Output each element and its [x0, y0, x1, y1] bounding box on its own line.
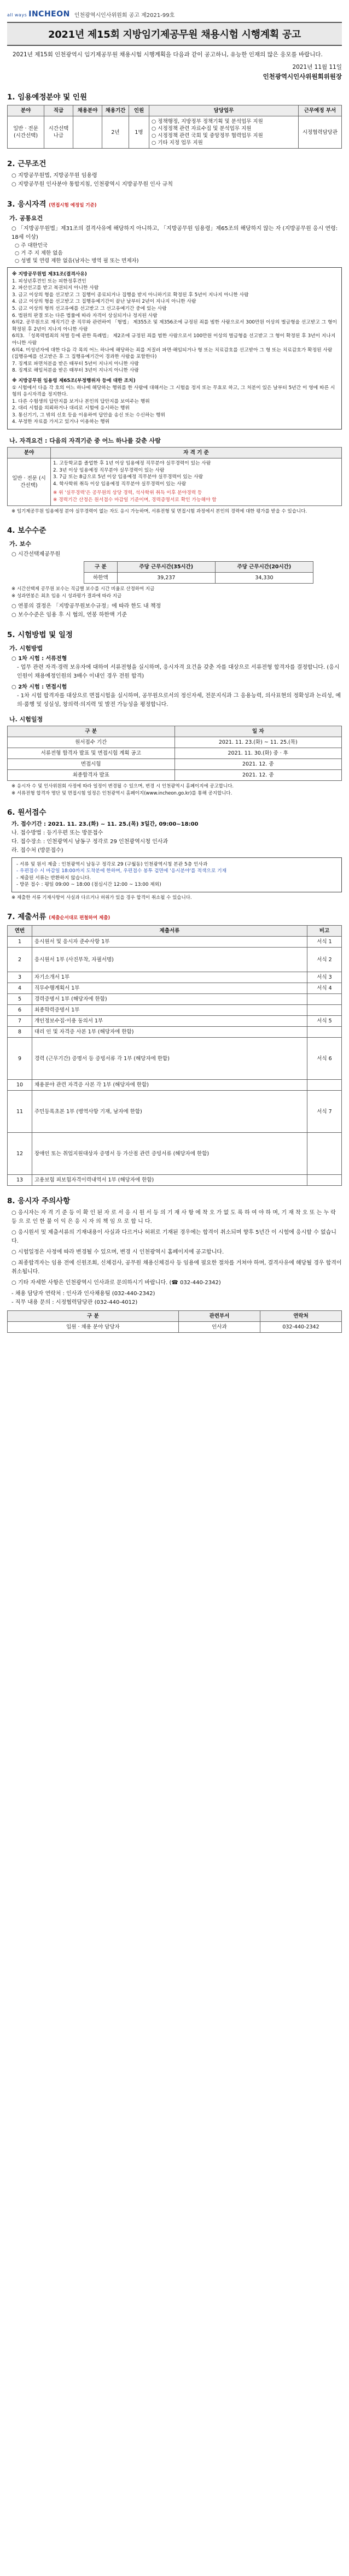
s5-step1: ○ 1차 시험 : 서류전형 — [11, 655, 67, 662]
th-duties: 담당업무 — [149, 105, 299, 116]
list-item: ○ 거 주 지 제한 없음 — [15, 250, 63, 256]
table-row: 11 주민등록초본 1부 (병역사항 기재, 남자에 한함) 서식 7 — [8, 1091, 342, 1133]
th-35h: 주당 근무시간(35시간) — [117, 561, 215, 572]
cell-field: 일반 · 전문 (시간선택) — [8, 116, 44, 149]
table-row: 입원 · 채용 분야 담당자 인사과 032-440-2342 — [8, 1322, 342, 1333]
th-no: 연번 — [8, 926, 32, 937]
th-category: 구 분 — [84, 561, 118, 572]
qualification-table — [7, 447, 342, 506]
table-row: 4 직무수행계획서 1부 서식 4 — [8, 983, 342, 994]
s5-step2-text: - 1차 시험 합격자를 대상으로 면접시험을 실시하며, 공무원으로서의 정신자세, 전문지식과 그 응용능력, 의사표현의 정확성과 논리성, 예의·품행 및 성실성, 창의력·의지력 및 발전 가능성을 평정합니다. — [17, 692, 341, 708]
section-5-title: 5. 시험방법 및 일정 — [7, 630, 73, 639]
submission-info-box: - 서류 및 원서 제출 : 인천광역시 남동구 정각로 29 (구월동) 인천광역시청 본관 5층 인사과 - 우편접수 시 마감일 18:00까지 도착분에 한하며, 우편접수 봉투 겉면에 '응시분야'를 적색으로 기재 - 제출된 서류는 반환하지 않습니다. - 방문 접수 : 평일 09:00 ~ 18:00 (점심시간 12:00 ~ 13:00 제외) — [11, 857, 342, 892]
table-row — [8, 458, 342, 506]
salary-table — [84, 561, 313, 584]
section-6-title: 6. 원서접수 — [7, 808, 46, 817]
s5-note: ※ 응시자 수 및 인사위원회 사정에 따라 일정이 변경될 수 있으며, 변경 시 인천광역시 홈페이지에 공고합니다. — [11, 783, 234, 789]
s8-contact: - 직무 내용 문의 : 시정협력담당관 (032-440-4012) — [11, 1299, 138, 1305]
table-row: 원서접수 기간 2021. 11. 23.(화) ~ 11. 25.(목) — [8, 737, 342, 748]
announcement-page — [7, 0, 342, 1344]
table-row: 10 채용분야 관련 자격증 사본 각 1부 (해당자에 한함) — [8, 1080, 342, 1091]
th-20h: 주당 근무시간(20시간) — [215, 561, 313, 572]
cell-count: 1명 — [129, 116, 149, 149]
list-item: ○ 성별 및 연령 제한 없음(남자는 병역 필 또는 면제자) — [15, 258, 139, 264]
table-row: 2 응시원서 1부 (사진부착, 자필서명) 서식 2 — [8, 948, 342, 972]
table-row: 7 개인정보수집·이용 동의서 1부 서식 5 — [8, 1016, 342, 1027]
table-row: 6 최종학력증명서 1부 — [8, 1005, 342, 1016]
section-1-title: 1. 임용예정분야 및 인원 — [7, 93, 87, 102]
table-row: 1 응시원서 및 응시자 준수사항 1부 서식 1 — [8, 937, 342, 948]
section-8-title: 8. 응시자 주의사항 — [7, 1197, 71, 1205]
s4-item: ○ 시간선택제공무원 — [11, 551, 61, 557]
th-period: 채용기간 — [102, 105, 129, 116]
th-area: 채용분야 — [73, 105, 102, 116]
table-row: 5 경력증명서 1부 (해당자에 한함) — [8, 994, 342, 1005]
cell-grade: 시간선택 나급 — [44, 116, 73, 149]
schedule-table — [7, 726, 342, 781]
section-3-title: 3. 응시자격 (면접시험 예정일 기준) — [7, 200, 97, 209]
s6-line: 나. 접수방법 : 등기우편 또는 방문접수 — [11, 830, 103, 836]
th-remark: 비고 — [307, 926, 342, 937]
s8-item: ○ 최종합격자는 임용 전에 신원조회, 신체검사, 공무원 채용신체검사 등 임용에 필요한 절차를 거쳐야 하며, 결격사유에 해당될 경우 합격이 취소됩니다. — [11, 1260, 342, 1275]
th-field: 분야 — [8, 105, 44, 116]
table-row: 8 대리 인 및 자격증 사본 1부 (해당자에 한함) — [8, 1027, 342, 1038]
s3-sub2: 나. 자격요건 : 다음의 자격기준 중 어느 하나를 갖춘 사람 — [9, 437, 161, 445]
section-2-title: 2. 근무조건 — [7, 160, 46, 168]
table-row: 서류전형 합격자 발표 및 면접시험 계획 공고 2021. 11. 30.(화) 중 · 후 — [8, 748, 342, 758]
s6-note: ※ 제출한 서류 기재사항이 사실과 다르거나 허위가 있을 경우 합격이 취소될 수 있습니다. — [11, 895, 192, 901]
positions-table — [7, 105, 342, 149]
th-grade: 직급 — [44, 105, 73, 116]
th-criteria: 자 격 기 준 — [51, 448, 342, 458]
th-date: 일 자 — [174, 726, 342, 737]
announcement-date: 2021년 11월 11일 — [292, 64, 342, 70]
page-title: 2021년 제15회 지방임기제공무원 채용시험 시행계획 공고 — [7, 22, 342, 46]
table-row: 12 장애인 또는 취업지원대상자 증명서 등 가산점 관련 증빙서류 (해당자에 한함) — [8, 1133, 342, 1175]
cell-criteria: 1. 고등학교를 졸업한 후 1년 이상 임용예정 직무분야 실무경력이 있는 사람 2. 3년 이상 임용예정 직무분야 실무경력이 있는 사람 3. 7급 또는 8급으로 5년 이상 임용예정 직무분야 실무경력이 있는 사람 4. 학사학위 취득 이상 임용예정 직무분야 실무경력이 있는 사람 ※ 위 '실무경력'은 공무원의 상당 경력, 석사학위 취득 이후 분야경력 등 ※ 경력기간 산정은 원서접수 마감일 기준이며, 경력증명서로 확인 가능해야 함 — [51, 458, 342, 506]
table-row: 9 경력 (근무기간) 증명서 등 증빙서류 각 1부 (해당자에 한함) 서식 6 — [8, 1038, 342, 1080]
s5-note: ※ 서류전형 합격자 명단 및 면접시험 일정은 인천광역시 홈페이지(www.incheon.go.kr)를 통해 공지합니다. — [11, 790, 232, 796]
cell-field: 일반 · 전문 (시간선택) — [8, 458, 51, 506]
table-row: 하한액 39,237 34,330 — [84, 572, 313, 583]
th-contact: 연락처 — [260, 1311, 342, 1322]
s4-extra: ○ 연봉의 결정은 「지방공무원보수규정」에 따라 한도 내 책정 — [11, 603, 161, 609]
cell-period: 2년 — [102, 116, 129, 149]
table-row: 최종합격자 발표 2021. 12. 중 — [8, 769, 342, 780]
s3-remark: ※ 임기제공무원 임용예정 분야 실무경력이 없는 자도 응시 가능하며, 서류전형 및 면접시험 과정에서 본인의 경력에 대한 평가를 받을 수 있습니다. — [11, 508, 307, 514]
cell-dept: 시정협력담당관 — [299, 116, 342, 149]
s4-extra: ○ 보수수준은 임용 후 시 협의, 연봉 하한액 기준 — [11, 611, 127, 618]
th-field: 분야 — [8, 448, 51, 458]
intro-paragraph: 2021년 제15회 인천광역시 임기제공무원 채용시험 시행계획을 다음과 같이 공고하니, 유능한 인재의 많은 응모를 바랍니다. — [13, 51, 323, 58]
s5-sub1: 가. 시험방법 — [9, 644, 43, 652]
s5-step1-text: - 업무 관련 자격·경력 보유자에 대하여 서류전형을 실시하며, 응시자격 요건을 갖춘 자를 대상으로 서류전형 합격자를 결정합니다. (응시인원이 채용예정인원의 3배수 이내인 경우 전원 합격) — [17, 664, 340, 679]
th-category: 구 분 — [8, 1311, 179, 1322]
disqualification-note-box: ※ 지방공무원법 제31조(결격사유) 1. 피성년후견인 또는 피한정후견인 2. 파산선고를 받고 복권되지 아니한 사람 3. 금고 이상의 형을 선고받고 그 집행이 종료되거나 집행을 받지 아니하기로 확정된 후 5년이 지나지 아니한 사람 4. 금고 이상의 형을 선고받고 그 집행유예기간이 끝난 날부터 2년이 지나지 아니한 사람 5. 금고 이상의 형의 선고유예를 선고받고 그 선고유예기간 중에 있는 사람 6. 법원의 판결 또는 다른 법률에 따라 자격이 상실되거나 정지된 사람 6의2. 공무원으로 재직기간 중 직무와 관련하여 「형법」 제355조 및 제356조에 규정된 죄를 범한 사람으로서 300만원 이상의 벌금형을 선고받고 그 형이 확정된 후 2년이 지나지 아니한 사람 6의3. 「성폭력범죄의 처벌 등에 관한 특례법」 제2조에 규정된 죄를 범한 사람으로서 100만원 이상의 벌금형을 선고받고 그 형이 확정된 후 3년이 지나지 아니한 사람 6의4. 미성년자에 대한 다음 각 목의 어느 하나에 해당하는 죄를 저질러 파면·해임되거나 형 또는 치료감호를 선고받아 그 형 또는 치료감호가 확정된 사람(집행유예를 선고받은 후 그 집행유예기간이 경과한 사람을 포함한다) 7. 징계로 파면처분을 받은 때부터 5년이 지나지 아니한 사람 8. 징계로 해임처분을 받은 때부터 3년이 지나지 아니한 사람 ※ 지방공무원 임용령 제65조(부정행위자 등에 대한 조치) ① 시험에서 다음 각 호의 어느 하나에 해당하는 행위를 한 사람에 대해서는 그 시험을 정지 또는 무효로 하고, 그 처분이 있은 날부터 5년간 이 영에 따른 시험의 응시자격을 정지한다. 1. 다른 수험생의 답안지를 보거나 본인의 답안지를 보여주는 행위 2. 대리 시험을 의뢰하거나 대리로 시험에 응시하는 행위 3. 통신기기, 그 밖의 신호 등을 이용하여 답안을 송신 또는 수신하는 행위 4. 부정한 자료를 가지고 있거나 이용하는 행위 — [7, 267, 342, 430]
s2-line: ○ 지방공무원법, 지방공무원 임용령 — [11, 173, 97, 179]
header — [7, 4, 342, 19]
s6-line: 가. 접수기간 : 2021. 11. 23.(화) ~ 11. 25.(목) 3일간, 09:00~18:00 — [11, 821, 199, 827]
th-dept: 근무예정 부서 — [299, 105, 342, 116]
s8-contact: - 채용 담당자 연락처 : 인사과 인사채용팀 (032-440-2342) — [11, 1291, 155, 1297]
s8-item: ○ 시험일정은 사정에 따라 변경될 수 있으며, 변경 시 인천광역시 홈페이지에 공고합니다. — [11, 1249, 224, 1255]
table-row — [8, 116, 342, 149]
incheon-logo: all ways INCHEON — [7, 10, 70, 19]
s8-item: ○ 응시원서 및 제출서류의 기재내용이 사실과 다르거나 허위로 기재된 경우에는 합격이 취소되며 향후 5년간 이 시험에 응시할 수 없습니다. — [11, 1230, 336, 1244]
s3-sub1: 가. 공통요건 — [9, 215, 43, 222]
section-7-title: 7. 제출서류 (제출순서대로 편철하여 제출) — [7, 913, 110, 921]
s4-note: ※ 성과연봉은 최초 임용 시 성과평가 결과에 따라 지급 — [11, 593, 122, 599]
cell-area — [73, 116, 102, 149]
s8-item: ○ 응시자는 자 격 기 준 등 이 확 인 된 자 로 서 응 시 원 서 등 의 기 재 사 항 에 착 오 가 없 도 록 하 여 야 하 며, 기 재 착 오 또 는 누 락 등 으 로 인 한 불 이 익 은 응 시 자 의 책 임 으 로 합 니 다. — [11, 1210, 336, 1225]
table-row: 면접시험 2021. 12. 중 — [8, 758, 342, 769]
s6-line: 라. 접수처 (방문접수) — [11, 847, 63, 854]
signature-block — [7, 63, 342, 82]
s6-line: 다. 접수장소 : 인천광역시 남동구 정각로 29 인천광역시청 인사과 — [11, 838, 168, 845]
s8-item: ○ 기타 자세한 사항은 인천광역시 인사과로 문의하시기 바랍니다. (☎ 032-440-2342) — [11, 1280, 221, 1286]
cell-duties: ○ 정책행정, 지방정부 정책기획 및 분석업무 지원 ○ 시정정책 관련 자료수집 및 분석업무 지원 ○ 시정정책 관련 국회 및 중앙정부 협력업무 지원 ○ 기타 지정 업무 지원 — [149, 116, 299, 149]
th-count: 인원 — [129, 105, 149, 116]
table-row: 13 고용보험 피보험자격이력내역서 1부 (해당자에 한함) — [8, 1175, 342, 1186]
s5-step2: ○ 2차 시험 : 면접시험 — [11, 684, 67, 690]
list-item: ○ 주 대한민국 — [15, 243, 48, 249]
section-4-title: 4. 보수수준 — [7, 526, 46, 535]
th-dept: 관련부서 — [179, 1311, 260, 1322]
documents-table — [7, 925, 342, 1186]
s4-note: ※ 시간선택제 공무원 보수는 직급별 보수를 시간 비율로 산정하여 지급 — [11, 586, 155, 592]
table-row: 3 자기소개서 1부 서식 3 — [8, 972, 342, 983]
s3-common-requirement: ○ 「지방공무원법」제31조의 결격사유에 해당하지 아니하고, 「지방공무원 임용령」제65조의 해당하지 않는 자 (지방공무원 응시 연령: 18세 이상) — [11, 226, 338, 240]
s5-sub2: 나. 시험일정 — [9, 715, 43, 723]
th-category: 구 분 — [8, 726, 175, 737]
th-document: 제출서류 — [32, 926, 307, 937]
s4-sub1: 가. 보수 — [9, 540, 31, 548]
contact-table — [7, 1310, 342, 1333]
announcement-number: 인천광역시인사위원회 공고 제2021-99호 — [74, 13, 175, 19]
s2-line: ○ 지방공무원 인사분야 통합지침, 인천광역시 지방공무원 인사 규칙 — [11, 181, 173, 187]
issuing-organization: 인천광역시인사위원회위원장 — [263, 73, 342, 80]
